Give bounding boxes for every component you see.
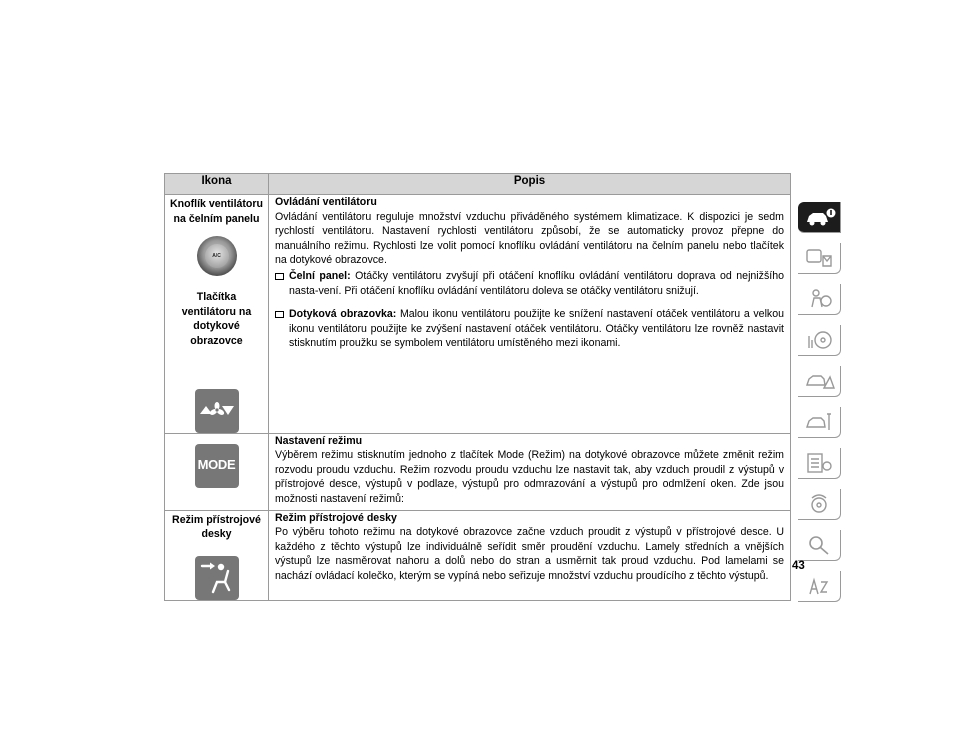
fan-speed-icon [195,389,239,433]
emergency-icon [804,369,836,393]
bullet-front-panel [275,269,784,298]
tab-safety[interactable] [798,284,841,315]
table-row [165,433,791,510]
index-icon [804,574,836,598]
table-header-row [165,174,791,195]
dash-mode-icon [195,556,239,600]
fan-control-intro: Ovládání ventilátoru reguluje množství vzduchu přiváděného systémem klimatizace. K dispozici je sedm rychlostí ventilátoru. Nastavení rychlosti ventilátoru způsobí, že se automaticky provoz přepne do manuálního režimu. Rychlosti lze volit pomocí knoflíku ovládání ventilátoru na čelním panelu nebo tlačítek na dotykové obrazovce. [275,210,784,267]
tab-specifications[interactable] [798,448,841,479]
servicing-icon [804,410,836,434]
tab-servicing[interactable] [798,407,841,438]
icon-cell [165,510,269,600]
mode-button-icon [195,444,239,488]
dash-mode-text: Po výběru tohoto režimu na dotykové obrazovce začne vzduch proudit z výstupů v přístrojové desce. U každého z těchto výstupů lze individuálně seřídit směr proudění vzduchu. Lamely středních a vnějších výstupů lze nasměrovat nahoru a dolů nebo do stran a usměrnit tak proud vzduchu. Pod lamelami se nachází ovládací kolečko, kterým se vypíná nebo seřizuje množství vzduchu proudícího z těchto výstupů. [275,526,784,582]
bullet-text: Otáčky ventilátoru zvyšují při otáčení knoflíku ovládání ventilátoru doprava od nejnižšího nasta-vení. Při otáčení knoflíku ovládání ventilátoru doleva se otáčky ventilátoru snižují. [289,269,784,297]
tab-index[interactable] [798,571,841,602]
mode-setting-text: Výběrem režimu stisknutím jednoho z tlačítek Mode (Režim) na dotykové obrazovce můžete změnit režim rozvodu proudu vzduchu. Režim rozvodu proudu vzduchu lze nastavit tak, aby vzduch proudil z výstupů v přístrojové desce, výstupů v podlaze, výstupů pro odmrazování a výstupů pro odmlžení oken. Zde jsou možnosti nastavení režimů: [275,449,784,505]
safety-icon [804,287,836,311]
table-row [165,510,791,600]
tab-vehicle-info[interactable] [798,202,841,233]
climate-controls-table [164,173,791,601]
bullet-square-icon [275,311,284,318]
table-row [165,195,791,434]
fan-control-title: Ovládání ventilátoru [275,196,377,208]
bullet-term: Dotyková obrazovka: [289,308,397,321]
tab-multimedia[interactable] [798,489,841,520]
touchscreen-fan-label: Tlačítka ventilátoru na dotykové obrazovce [181,291,252,347]
description-cell [269,510,791,600]
mode-icon-text: MODE [197,457,236,473]
tab-search[interactable] [798,530,841,561]
tab-starting[interactable] [798,325,841,356]
tab-warning-lights[interactable] [798,243,841,274]
dash-mode-title: Režim přístrojové desky [275,511,397,524]
icon-cell [165,195,269,434]
specifications-icon [804,451,836,475]
description-cell [269,433,791,510]
bullet-square-icon [275,273,284,280]
car-info-icon [804,205,836,229]
mode-setting-title: Nastavení režimu [275,434,363,447]
header-description: Popis [269,174,791,195]
bullet-term: Čelní panel: [289,269,351,282]
header-icon: Ikona [165,174,269,195]
knob-ac-text: A/C [212,253,221,260]
fan-knob-icon [197,236,237,276]
fan-knob-label: Knoflík ventilátoru na čelním panelu [170,198,263,225]
dash-mode-label: Režim přístrojové desky [172,513,261,541]
bullet-touchscreen [275,307,784,351]
page-number: 43 [792,560,805,572]
starting-icon [804,328,836,352]
icon-cell [165,433,269,510]
search-icon [804,533,836,557]
warning-lights-icon [804,246,836,270]
multimedia-icon [804,492,836,516]
bullet-text: Malou ikonu ventilátoru použijte ke snížení nastavení otáček ventilátoru a velkou ikonu ventilátoru použijte ke zvýšení nastavení otáček ventilátoru. Otáčky ventilátoru lze rovněž nastavit stisknutím proužku se symbolem ventilátoru umístěného mezi ikonami. [289,308,785,350]
tab-emergency[interactable] [798,366,841,397]
description-cell [269,195,791,434]
chapter-tabs [798,202,840,612]
